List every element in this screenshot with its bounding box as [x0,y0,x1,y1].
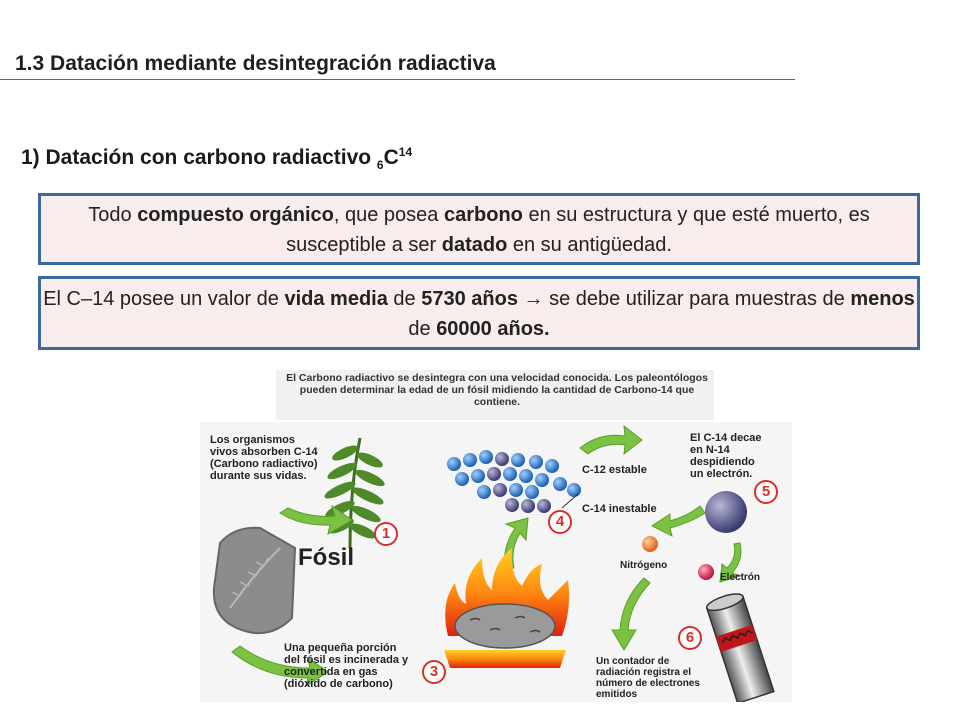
carbon-dating-diagram [200,368,792,702]
box1-bold-1: compuesto orgánico [137,204,334,226]
box1-text-1: Todo [88,204,138,226]
box2-bold-4: 60000 años. [436,318,550,340]
electron-label: Electrón [720,572,761,583]
electron-icon [698,564,714,580]
title-underline [0,79,795,80]
fossil-label: Fósil [298,544,355,571]
atomic-number: 6 [376,158,384,173]
section-heading-text: 1) Datación con carbono radiactivo [21,146,377,169]
step6-label: Un contador de radiación registra el número de electrones emitidos [596,656,700,700]
step3-label: Una pequeña porción del fósil es incinerada y convertida en gas (dióxido de carbono) [284,642,409,690]
nitrogen-atom-icon [642,536,658,552]
mass-number: 14 [398,145,413,159]
step-4-badge: 4 [548,510,572,534]
box2-bold-1: vida media [284,288,388,310]
box2-text-3: → se debe utilizar para muestras de [517,288,851,310]
box2-text-2: de [387,288,422,310]
step-1-badge: 1 [374,522,398,546]
box1-bold-3: datado [441,234,508,256]
fossil-rock-icon [214,528,295,633]
step-5-badge: 5 [754,480,778,504]
nitrogen-label: Nitrógeno [620,560,668,571]
box1-text-2: , que posea [333,204,444,226]
section-heading [21,145,412,172]
box1-bold-2: carbono [443,204,523,226]
step5-label: El C-14 decae en N-14 despidiendo un electrón. [690,432,762,480]
half-life-box [38,276,920,350]
step-3-badge: 3 [422,660,446,684]
box1-text-3: en su estructura y que esté muerto, es susceptible a ser [286,204,870,256]
box1-text-4: en su antigüedad. [507,234,672,256]
box2-text-4: de [408,318,437,340]
c12-label: C-12 estable [582,464,647,476]
element-symbol: C [383,146,399,169]
c14-atom-icon [705,491,747,533]
organic-compound-box [38,193,920,265]
page-title: 1.3 Datación mediante desintegración radiactiva [15,52,496,75]
step-6-badge: 6 [678,626,702,650]
diagram-caption: El Carbono radiactivo se desintegra con una velocidad conocida. Los paleontólogos pueden determinar la edad de un fósil midiendo la cantidad de Carbono-14 que contiene. [286,372,708,408]
c14-label: C-14 inestable [582,503,657,515]
step1-label: Los organismos vivos absorben C-14 (Carbono radiactivo) durante sus vidas. [210,434,318,482]
box2-text-1: El C–14 posee un valor de [43,288,285,310]
box2-bold-2: 5730 años [421,288,518,310]
box2-bold-3: menos [850,288,915,310]
